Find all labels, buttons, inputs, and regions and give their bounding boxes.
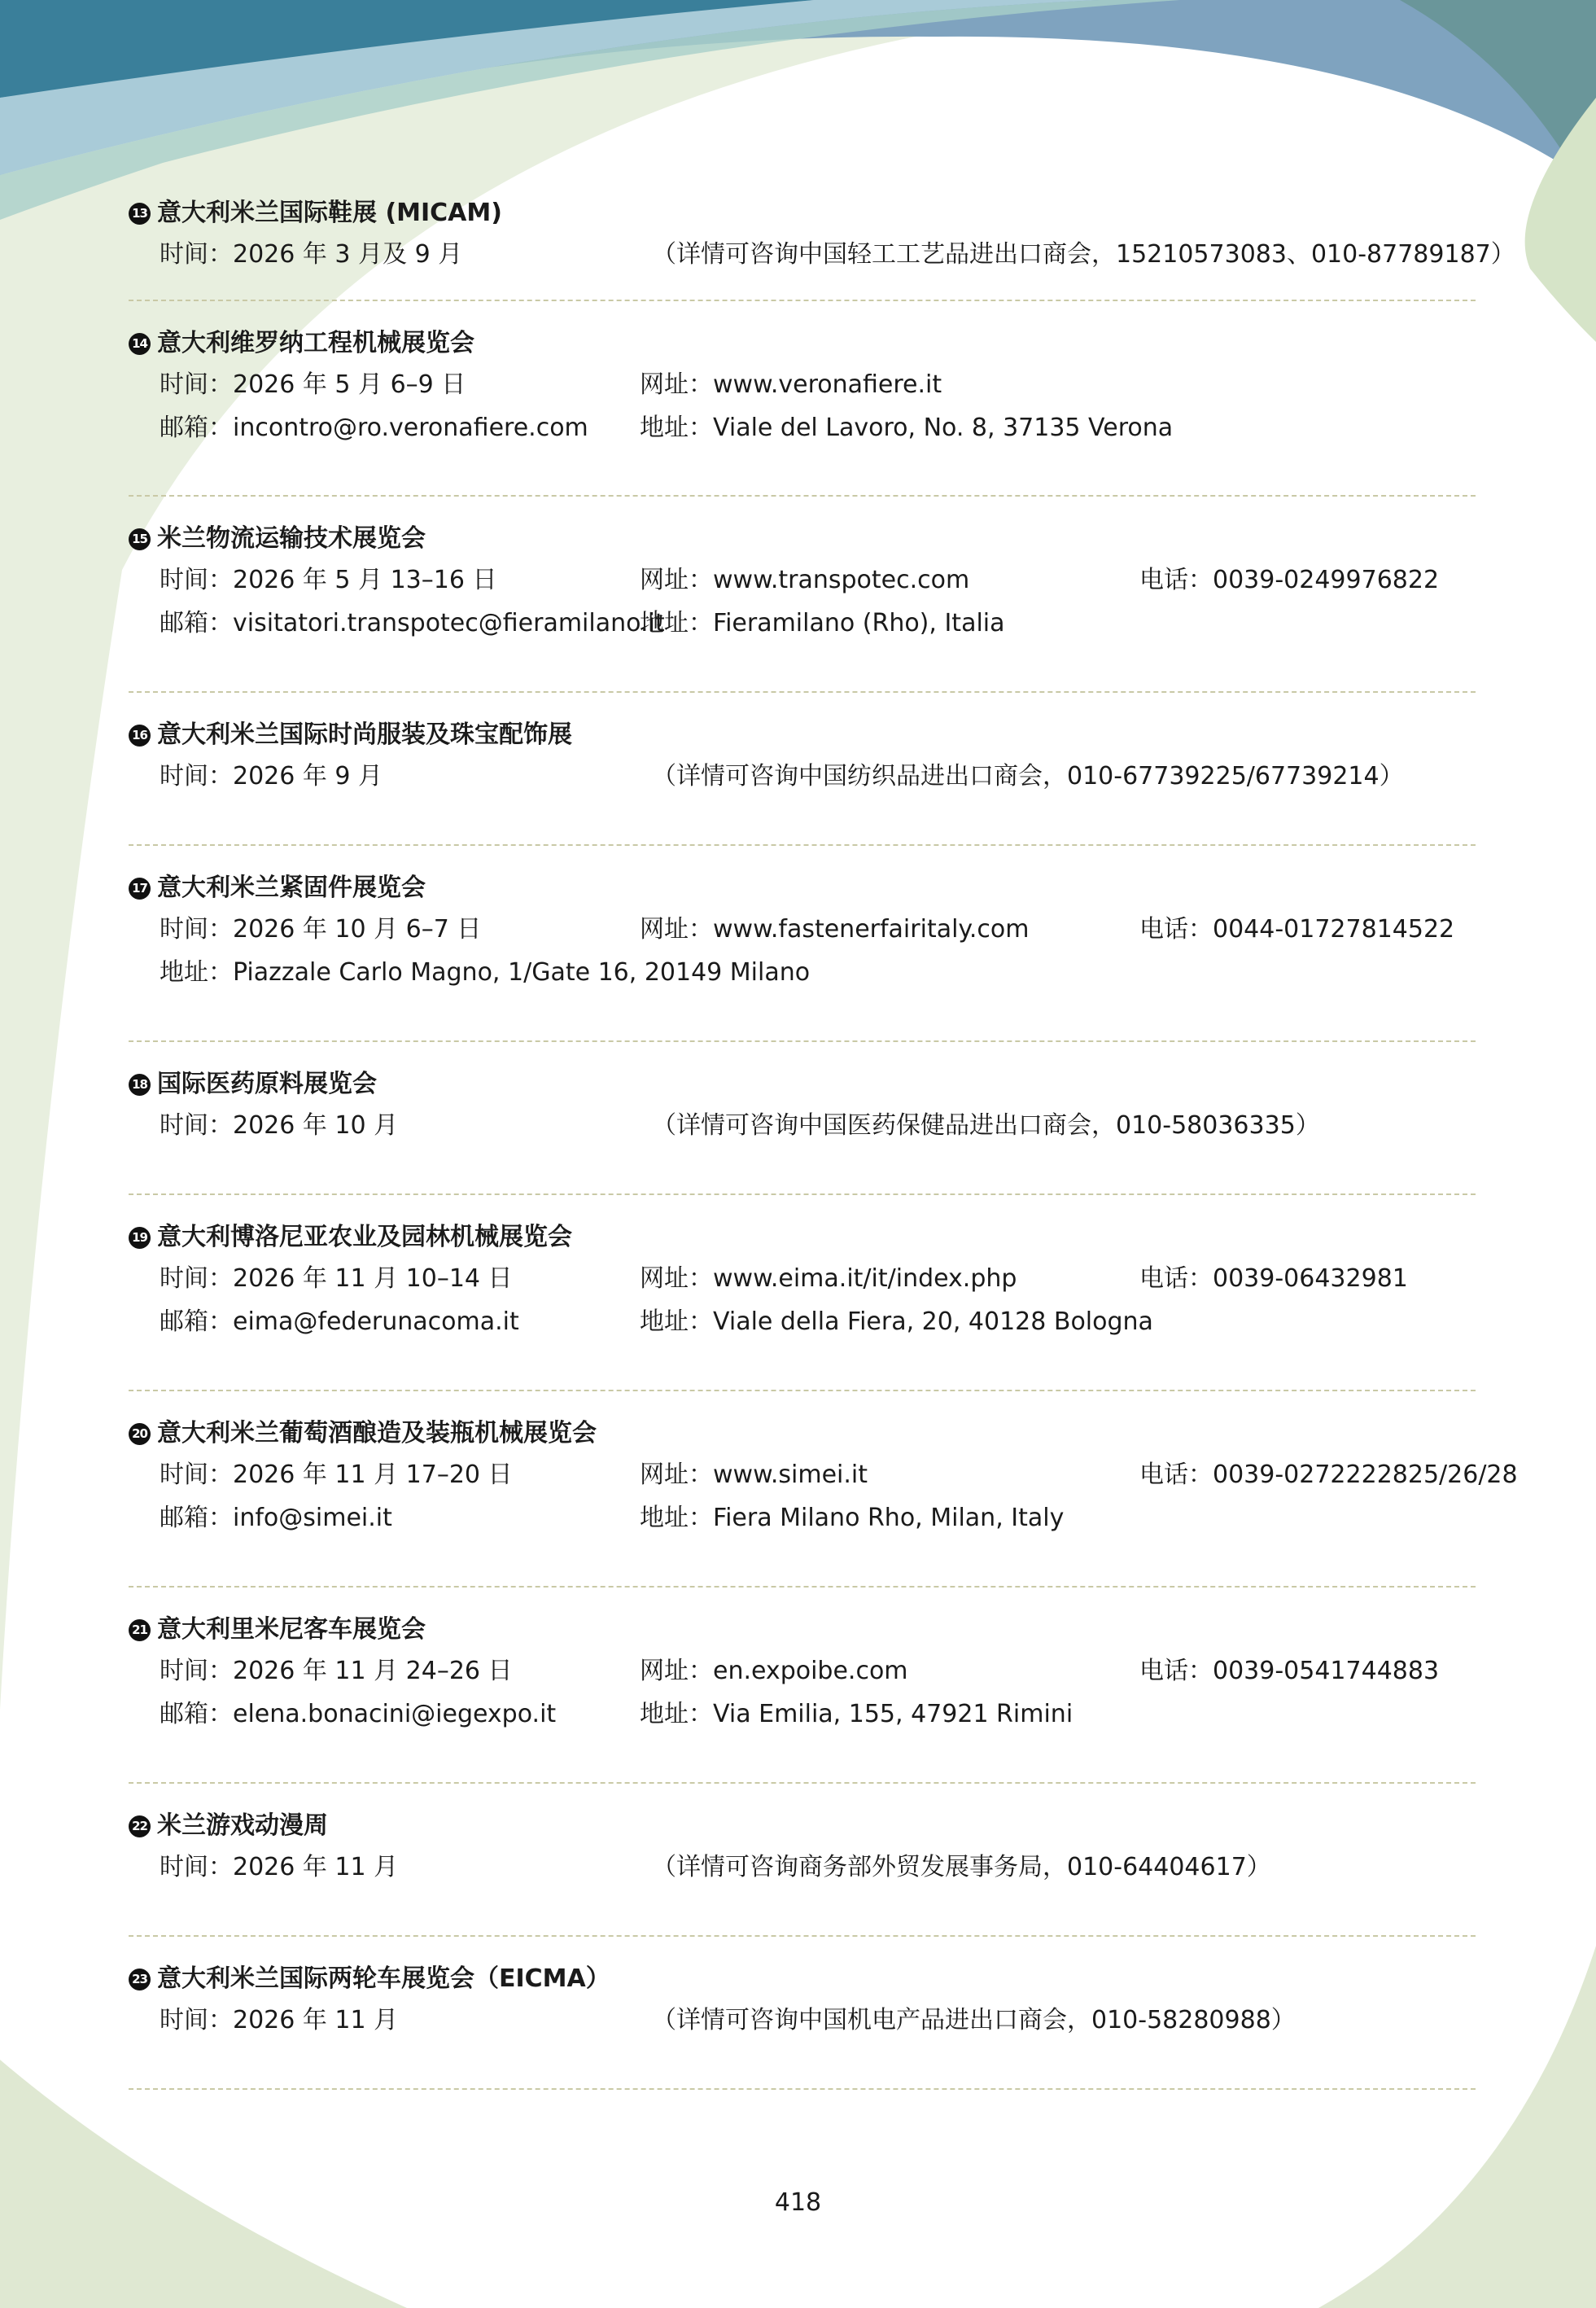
address-field: 地址：Fiera Milano Rho, Milan, Italy bbox=[640, 1504, 1065, 1532]
exhibition-entry bbox=[129, 1807, 1476, 1937]
phone-field: 电话：0039-0249976822 bbox=[1139, 566, 1440, 594]
info-row bbox=[129, 1846, 1476, 1889]
number-badge-icon: 19 bbox=[129, 1227, 151, 1249]
time-field: 时间：2026 年 11 月 24–26 日 bbox=[160, 1657, 513, 1685]
info-row bbox=[129, 1104, 1476, 1147]
exhibition-entry bbox=[129, 519, 1476, 693]
exhibition-entry bbox=[129, 324, 1476, 497]
info-row bbox=[129, 558, 1476, 602]
info-row bbox=[129, 755, 1476, 798]
exhibition-title bbox=[129, 519, 1476, 558]
time-field: 时间：2026 年 9 月 bbox=[160, 762, 383, 791]
page-number: 418 bbox=[774, 2188, 822, 2217]
time-field: 时间：2026 年 11 月 bbox=[160, 2006, 399, 2034]
website-link[interactable]: 网址：www.veronafiere.it bbox=[640, 370, 942, 399]
exhibition-title bbox=[129, 1610, 1476, 1649]
number-badge-icon: 20 bbox=[129, 1423, 151, 1445]
email-link[interactable]: 邮箱：incontro@ro.veronafiere.com bbox=[160, 414, 588, 442]
exhibition-title bbox=[129, 716, 1476, 755]
number-badge-icon: 14 bbox=[129, 333, 151, 355]
email-link[interactable]: 邮箱：eima@federunacoma.it bbox=[160, 1307, 519, 1336]
address-field: 地址：Viale del Lavoro, No. 8, 37135 Verona bbox=[640, 414, 1174, 442]
address-field: 地址：Piazzale Carlo Magno, 1/Gate 16, 20149 Milano bbox=[160, 958, 811, 987]
number-badge-icon: 22 bbox=[129, 1815, 151, 1837]
number-badge-icon: 16 bbox=[129, 725, 151, 747]
exhibition-entry bbox=[129, 869, 1476, 1042]
phone-field: 电话：0039-0541744883 bbox=[1139, 1657, 1440, 1685]
email-link[interactable]: 邮箱：info@simei.it bbox=[160, 1504, 392, 1532]
exhibition-entry bbox=[129, 1960, 1476, 2090]
exhibition-name: 意大利米兰国际鞋展 (MICAM) bbox=[157, 199, 502, 227]
exhibition-title bbox=[129, 1807, 1476, 1846]
info-row bbox=[129, 1649, 1476, 1693]
info-row bbox=[129, 233, 1515, 276]
number-badge-icon: 21 bbox=[129, 1619, 151, 1641]
exhibition-entry bbox=[129, 1218, 1476, 1391]
exhibition-entry bbox=[129, 1065, 1476, 1195]
time-field: 时间：2026 年 10 月 bbox=[160, 1111, 399, 1140]
info-row bbox=[129, 1257, 1476, 1300]
email-link[interactable]: 邮箱：elena.bonacini@iegexpo.it bbox=[160, 1700, 557, 1728]
exhibition-entry bbox=[129, 1414, 1518, 1588]
address-field: 地址：Fieramilano (Rho), Italia bbox=[640, 609, 1005, 637]
exhibition-name: 意大利米兰葡萄酒酿造及装瓶机械展览会 bbox=[157, 1419, 597, 1447]
info-row bbox=[129, 1300, 1476, 1343]
consult-note: （详情可咨询中国医药保健品进出口商会，010-58036335） bbox=[652, 1111, 1320, 1140]
exhibition-name: 意大利米兰紧固件展览会 bbox=[157, 874, 426, 902]
time-field: 时间：2026 年 10 月 6–7 日 bbox=[160, 915, 482, 944]
exhibition-name: 意大利里米尼客车展览会 bbox=[157, 1615, 426, 1644]
exhibition-entry bbox=[129, 194, 1515, 301]
info-row bbox=[129, 1453, 1518, 1496]
exhibition-entry bbox=[129, 1610, 1476, 1784]
exhibition-title bbox=[129, 1218, 1476, 1257]
consult-note: （详情可咨询商务部外贸发展事务局，010-64404617） bbox=[652, 1853, 1271, 1881]
website-link[interactable]: 网址：www.fastenerfairitaly.com bbox=[640, 915, 1030, 944]
exhibition-name: 国际医药原料展览会 bbox=[157, 1070, 377, 1098]
info-row bbox=[129, 602, 1476, 645]
website-link[interactable]: 网址：en.expoibe.com bbox=[640, 1657, 908, 1685]
phone-field: 电话：0039-06432981 bbox=[1139, 1264, 1408, 1293]
exhibition-title bbox=[129, 1065, 1476, 1104]
exhibition-name: 米兰物流运输技术展览会 bbox=[157, 524, 426, 553]
number-badge-icon: 17 bbox=[129, 878, 151, 900]
exhibition-title bbox=[129, 324, 1476, 363]
number-badge-icon: 23 bbox=[129, 1969, 151, 1990]
info-row bbox=[129, 406, 1476, 449]
time-field: 时间：2026 年 5 月 13–16 日 bbox=[160, 566, 497, 594]
info-row bbox=[129, 1693, 1476, 1736]
address-field: 地址：Via Emilia, 155, 47921 Rimini bbox=[640, 1700, 1073, 1728]
info-row bbox=[129, 1496, 1476, 1539]
time-field: 时间：2026 年 3 月及 9 月 bbox=[160, 240, 463, 269]
consult-note: （详情可咨询中国机电产品进出口商会，010-58280988） bbox=[652, 2006, 1296, 2034]
time-field: 时间：2026 年 11 月 bbox=[160, 1853, 399, 1881]
address-field: 地址：Viale della Fiera, 20, 40128 Bologna bbox=[640, 1307, 1153, 1336]
info-row bbox=[129, 363, 1476, 406]
number-badge-icon: 18 bbox=[129, 1074, 151, 1096]
exhibition-title bbox=[129, 1414, 1476, 1453]
number-badge-icon: 15 bbox=[129, 528, 151, 550]
phone-field: 电话：0039-0272222825/26/28 bbox=[1139, 1461, 1518, 1489]
consult-note: （详情可咨询中国纺织品进出口商会，010-67739225/67739214） bbox=[652, 762, 1404, 791]
exhibition-name: 意大利博洛尼亚农业及园林机械展览会 bbox=[157, 1223, 572, 1251]
exhibition-name: 意大利米兰国际两轮车展览会（EICMA） bbox=[157, 1964, 610, 1993]
email-link[interactable]: 邮箱：visitatori.transpotec@fieramilano.it bbox=[160, 609, 665, 637]
website-link[interactable]: 网址：www.transpotec.com bbox=[640, 566, 970, 594]
info-row bbox=[129, 908, 1476, 951]
exhibition-entry bbox=[129, 716, 1476, 846]
number-badge-icon: 13 bbox=[129, 203, 151, 225]
exhibition-title bbox=[129, 1960, 1476, 1999]
exhibition-list bbox=[129, 194, 1518, 2090]
website-link[interactable]: 网址：www.simei.it bbox=[640, 1461, 868, 1489]
time-field: 时间：2026 年 11 月 17–20 日 bbox=[160, 1461, 513, 1489]
time-field: 时间：2026 年 11 月 10–14 日 bbox=[160, 1264, 513, 1293]
exhibition-name: 意大利维罗纳工程机械展览会 bbox=[157, 329, 474, 357]
exhibition-title bbox=[129, 869, 1476, 908]
exhibition-name: 意大利米兰国际时尚服装及珠宝配饰展 bbox=[157, 720, 572, 749]
website-link[interactable]: 网址：www.eima.it/it/index.php bbox=[640, 1264, 1017, 1293]
time-field: 时间：2026 年 5 月 6–9 日 bbox=[160, 370, 466, 399]
phone-field: 电话：0044-01727814522 bbox=[1139, 915, 1455, 944]
consult-note: （详情可咨询中国轻工工艺品进出口商会，15210573083、010-87789187） bbox=[652, 240, 1515, 269]
exhibition-title bbox=[129, 194, 1476, 233]
info-row bbox=[129, 951, 1476, 994]
info-row bbox=[129, 1999, 1476, 2042]
exhibition-name: 米兰游戏动漫周 bbox=[157, 1811, 328, 1840]
